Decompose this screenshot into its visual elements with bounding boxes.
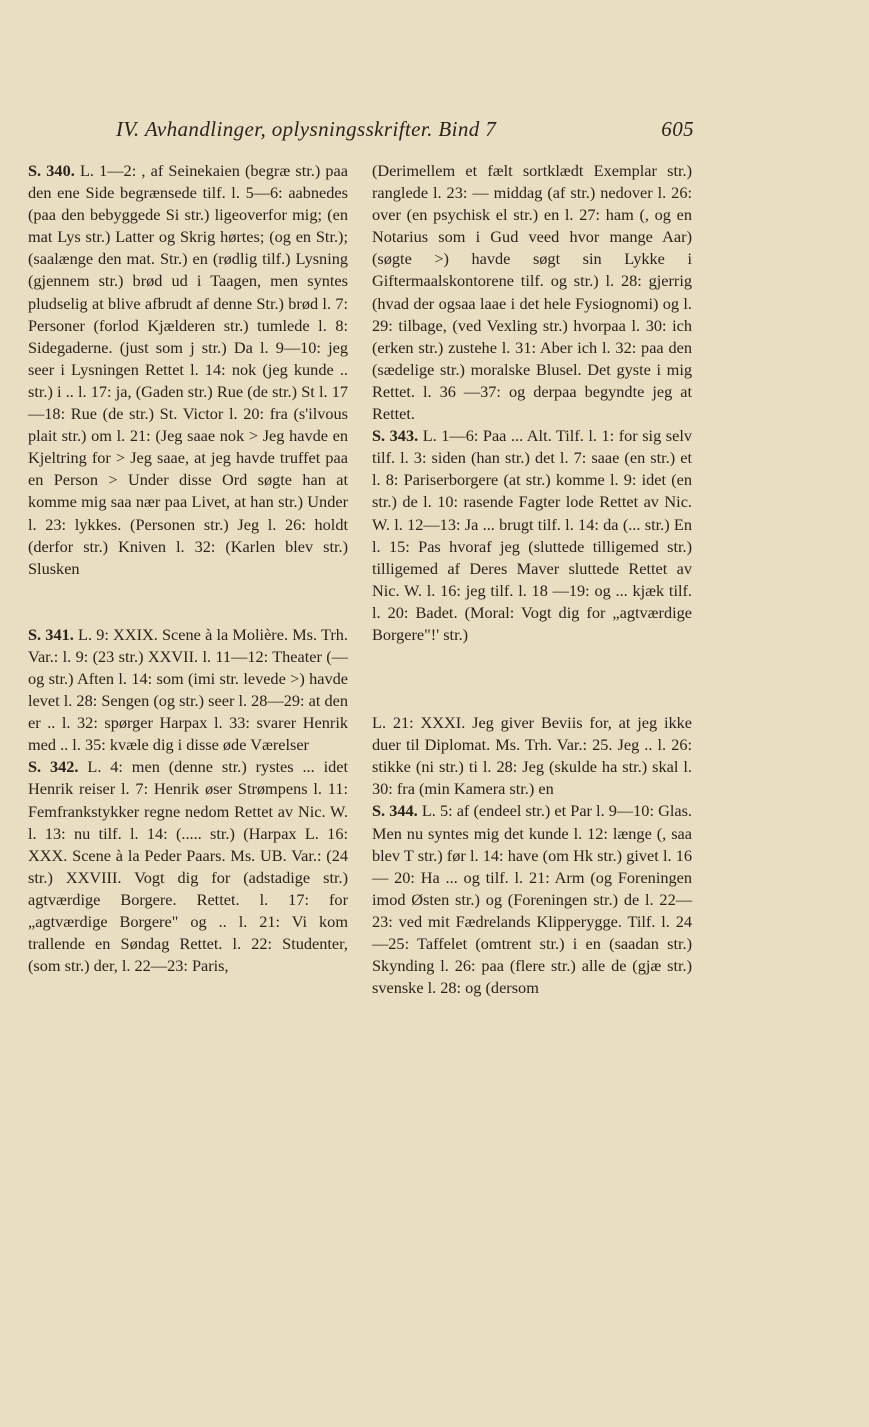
entry-label: S. 341. <box>28 624 74 644</box>
entry-label: S. 344. <box>372 801 418 821</box>
section-gap <box>372 646 692 712</box>
entry-text: L. 1—6: Paa ... Alt. Tilf. l. 1: for sig selv tilf. l. 3: siden (han str.) det l. 7: saae (en str.) et l. 8: Pariserborgere (at str.) komme l. 9: idet (en str.) de l. 10: rasende Fagter lode Rettet av Nic. W. l. 12—13: Ja ... brugt tilf. l. 14: da (... str.) En l. 15: Pas hvoraf jeg (sluttede tilligemed str.) tilligemed af Deres Maver sluttede Rettet av Nic. W. l. 16: jeg tilf. l. 18 —19: og ... kjæk tilf. l. 20: Badet. (Moral: Vogt dig for „agtværdige Borgere"!' str.) <box>372 426 692 644</box>
entry-s341 <box>28 624 348 757</box>
entry-text: L. 9: XXIX. Scene à la Molière. Ms. Trh. Var.: l. 9: (23 str.) XXVII. l. 11—12: Theater (— og str.) Aften l. 14: som (imi str. levede >) havde levet l. 28: Sengen (og str.) seer l. 28—29: at den er .. l. 32: spørger Harpax l. 33: svarer Henrik med .. l. 35: kvæle dig i disse øde Værelser <box>28 624 348 755</box>
entry-s343-l21 <box>372 712 692 800</box>
entry-label: S. 342. <box>28 757 79 777</box>
entry-text: L. 21: XXXI. Jeg giver Beviis for, at jeg ikke duer til Diplomat. Ms. Trh. Var.: 25. Jeg .. l. 26: stikke (ni str.) ti l. 28: Jeg (skulde ha str.) skal l. 30: fra (min Kamera str.) en <box>372 713 692 799</box>
section-gap <box>28 580 348 624</box>
page-number: 605 <box>661 117 694 141</box>
entry-s344 <box>372 800 692 999</box>
left-column <box>28 160 348 977</box>
entry-label: S. 343. <box>372 426 419 446</box>
entry-s343 <box>372 425 692 646</box>
entry-s342-continued <box>372 160 692 425</box>
entry-label: S. 340. <box>28 161 75 180</box>
right-column <box>372 160 692 999</box>
entry-text: L. 4: men (denne str.) rystes ... idet Henrik reiser l. 7: Henrik øser Strømpens l. 11: Femfrankstykker regne nedom Rettet av Nic. W. l. 13: nu tilf. l. 14: (..... str.) (Harpax L. 16: XXX. Scene à la Peder Paars. Ms. UB. Var.: (24 str.) XXVIII. Vogt dig for (adstadige str.) agtværdige Borgere. Rettet. l. 17: for „agtværdige Borgere" og .. l. 21: Vi kom trallende en Søndag Rettet. l. 22: Studenter, (som str.) der, l. 22—23: Paris, <box>28 757 348 976</box>
entry-s342 <box>28 756 348 977</box>
entry-text: (Derimellem et fælt sortklædt Exemplar str.) ranglede l. 23: — middag (af str.) nedover l. 26: over (en psychisk el str.) en l. 27: ham (, og en Notarius som i Gud veed hvor mange Aar) (søgte >) havde søgt sin Lykke i Giftermaalskontorene tilf. og str.) l. 28: gjerrig (hvad der ogsaa laae i det hele Fysiognomi) og l. 29: tilbage, (ved Vexling str.) hvorpaa l. 30: ich (erken str.) zustehe l. 31: Aber ich l. 32: paa den (sædelige str.) moralske Blusel. Det gyste i mig Rettet. l. 36 —37: og derpaa begyndte jeg at Rettet. <box>372 161 692 424</box>
entry-text: L. 5: af (endeel str.) et Par l. 9—10: Glas. Men nu syntes mig det kunde l. 12: længe (, saa blev T str.) før l. 14: have (om Hk str.) givet l. 16— 20: Ha ... og tilf. l. 21: Arm (og Foreningen imod Østen str.) og (Foreningen str.) de l. 22—23: ved mit Fædrelands Klipperygge. Tilf. l. 24—25: Taffelet (omtrent str.) i en (saadan str.) Skynding l. 26: paa (flere str.) alle de (gjæ str.) svenske l. 28: og (dersom <box>372 801 692 998</box>
entry-s340 <box>28 160 348 580</box>
entry-text: L. 1—2: , af Seinekaien (begræ str.) paa den ene Side begrænsede tilf. l. 5—6: aabnedes (paa den bebyggede Si str.) ligeoverfor mig; (en mat Lys str.) Latter og Skrig hørtes; (og en Str.); (saalænge den mat. Str.) en (rødlig tilf.) Lysning (gjennem str.) brød ud i Taagen, men syntes pludselig at blive afbrudt af denne Str.) brød l. 7: Personer (forlod Kjælderen str.) tumlede l. 8: Sidegaderne. (just som j str.) Da l. 9—10: jeg seer i Lysningen Rettet l. 14: nok (jeg kunde .. str.) i .. l. 17: ja, (Gaden str.) Rue (de str.) St l. 17—18: Rue (de str.) St. Victor l. 20: fra (s'ilvous plait str.) om l. 21: (Jeg saae nok > Jeg havde en Kjeltring for > Jeg saae, at jeg havde truffet paa en Person > Under disse Ord søgte han at komme mig saa nær paa Livet, at han str.) Under l. 23: lykkes. (Personen str.) Jeg l. 26: holdt (derfor str.) Kniven l. 32: (Karlen blev str.) Slusken <box>28 161 348 578</box>
running-title: IV. Avhandlinger, oplysningsskrifter. Bind 7 <box>116 117 497 141</box>
running-head <box>108 117 694 147</box>
